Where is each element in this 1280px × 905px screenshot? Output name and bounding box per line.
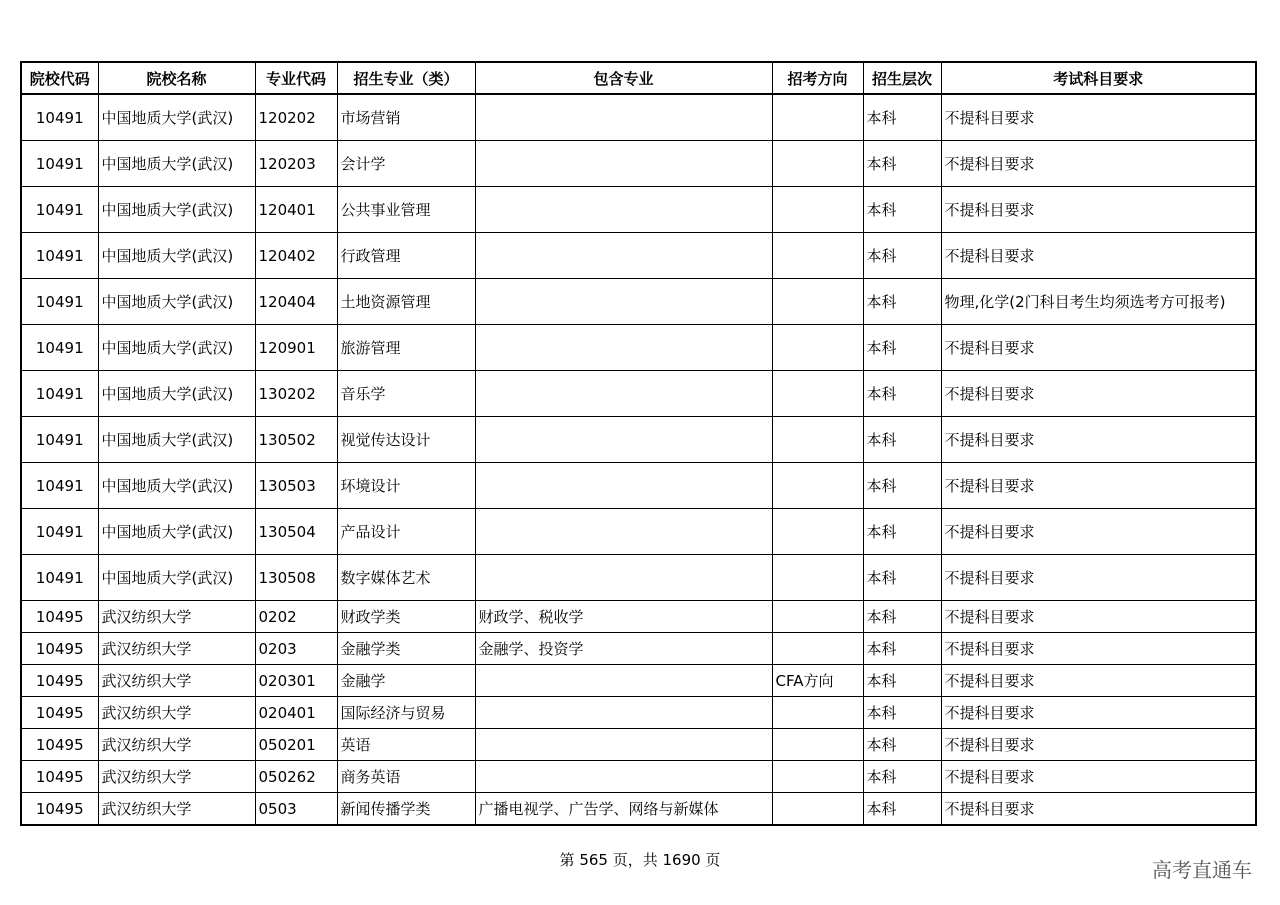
cell-level: 本科	[863, 665, 941, 697]
cell-level: 本科	[863, 325, 941, 371]
cell-subject-requirements: 不提科目要求	[941, 509, 1256, 555]
header-major: 招生专业（类）	[337, 62, 475, 94]
cell-subject-requirements: 不提科目要求	[941, 141, 1256, 187]
table-row	[21, 793, 1256, 826]
cell-major-code: 120404	[255, 279, 337, 325]
cell-major: 国际经济与贸易	[337, 697, 475, 729]
header-school-name: 院校名称	[98, 62, 255, 94]
cell-major-code: 130504	[255, 509, 337, 555]
cell-included-majors: 金融学、投资学	[475, 633, 772, 665]
cell-subject-requirements: 不提科目要求	[941, 371, 1256, 417]
cell-school-name: 中国地质大学(武汉)	[98, 371, 255, 417]
cell-included-majors	[475, 325, 772, 371]
cell-direction	[772, 555, 863, 601]
cell-school-code: 10491	[21, 463, 98, 509]
cell-major: 金融学类	[337, 633, 475, 665]
cell-major: 商务英语	[337, 761, 475, 793]
cell-school-code: 10495	[21, 633, 98, 665]
cell-major-code: 0203	[255, 633, 337, 665]
cell-subject-requirements: 不提科目要求	[941, 793, 1256, 826]
cell-major-code: 0202	[255, 601, 337, 633]
cell-direction	[772, 187, 863, 233]
cell-major-code: 130502	[255, 417, 337, 463]
cell-school-code: 10491	[21, 94, 98, 141]
cell-included-majors: 广播电视学、广告学、网络与新媒体	[475, 793, 772, 826]
cell-major: 环境设计	[337, 463, 475, 509]
cell-direction	[772, 233, 863, 279]
table-row	[21, 729, 1256, 761]
header-included-majors: 包含专业	[475, 62, 772, 94]
cell-level: 本科	[863, 233, 941, 279]
cell-direction	[772, 94, 863, 141]
cell-included-majors	[475, 555, 772, 601]
cell-school-code: 10495	[21, 793, 98, 826]
cell-included-majors: 财政学、税收学	[475, 601, 772, 633]
cell-major: 财政学类	[337, 601, 475, 633]
cell-subject-requirements: 不提科目要求	[941, 761, 1256, 793]
cell-major: 产品设计	[337, 509, 475, 555]
cell-level: 本科	[863, 94, 941, 141]
cell-major-code: 120401	[255, 187, 337, 233]
cell-school-code: 10491	[21, 371, 98, 417]
table-row	[21, 697, 1256, 729]
cell-subject-requirements: 不提科目要求	[941, 325, 1256, 371]
cell-level: 本科	[863, 729, 941, 761]
cell-subject-requirements: 不提科目要求	[941, 555, 1256, 601]
cell-included-majors	[475, 233, 772, 279]
cell-major-code: 020401	[255, 697, 337, 729]
cell-level: 本科	[863, 509, 941, 555]
cell-direction	[772, 509, 863, 555]
cell-major-code: 050262	[255, 761, 337, 793]
table-row	[21, 279, 1256, 325]
cell-school-name: 武汉纺织大学	[98, 697, 255, 729]
watermark-text: 高考直通车	[1152, 858, 1252, 882]
cell-direction	[772, 697, 863, 729]
cell-subject-requirements: 不提科目要求	[941, 417, 1256, 463]
cell-subject-requirements: 不提科目要求	[941, 233, 1256, 279]
cell-major-code: 120901	[255, 325, 337, 371]
cell-school-code: 10495	[21, 697, 98, 729]
cell-school-name: 中国地质大学(武汉)	[98, 509, 255, 555]
cell-major: 旅游管理	[337, 325, 475, 371]
cell-level: 本科	[863, 555, 941, 601]
cell-major: 市场营销	[337, 94, 475, 141]
cell-direction	[772, 279, 863, 325]
table-row	[21, 509, 1256, 555]
cell-direction	[772, 729, 863, 761]
table-row	[21, 665, 1256, 697]
cell-subject-requirements: 不提科目要求	[941, 697, 1256, 729]
table-header-row	[21, 62, 1256, 94]
cell-school-name: 中国地质大学(武汉)	[98, 325, 255, 371]
cell-major-code: 130508	[255, 555, 337, 601]
cell-level: 本科	[863, 279, 941, 325]
cell-major: 新闻传播学类	[337, 793, 475, 826]
cell-major: 会计学	[337, 141, 475, 187]
cell-major: 行政管理	[337, 233, 475, 279]
table-row	[21, 417, 1256, 463]
cell-major-code: 130202	[255, 371, 337, 417]
table-row	[21, 187, 1256, 233]
cell-school-name: 中国地质大学(武汉)	[98, 233, 255, 279]
cell-included-majors	[475, 94, 772, 141]
cell-subject-requirements: 不提科目要求	[941, 729, 1256, 761]
cell-school-name: 武汉纺织大学	[98, 729, 255, 761]
cell-school-code: 10491	[21, 233, 98, 279]
cell-school-name: 中国地质大学(武汉)	[98, 417, 255, 463]
header-level: 招生层次	[863, 62, 941, 94]
cell-major: 金融学	[337, 665, 475, 697]
cell-included-majors	[475, 761, 772, 793]
cell-included-majors	[475, 697, 772, 729]
cell-included-majors	[475, 187, 772, 233]
cell-school-code: 10495	[21, 729, 98, 761]
cell-major: 音乐学	[337, 371, 475, 417]
cell-direction	[772, 417, 863, 463]
cell-subject-requirements: 不提科目要求	[941, 94, 1256, 141]
cell-school-name: 中国地质大学(武汉)	[98, 141, 255, 187]
cell-major-code: 120402	[255, 233, 337, 279]
cell-level: 本科	[863, 761, 941, 793]
cell-subject-requirements: 物理,化学(2门科目考生均须选考方可报考)	[941, 279, 1256, 325]
cell-major: 视觉传达设计	[337, 417, 475, 463]
table-row	[21, 141, 1256, 187]
cell-school-name: 中国地质大学(武汉)	[98, 555, 255, 601]
cell-school-name: 中国地质大学(武汉)	[98, 94, 255, 141]
cell-level: 本科	[863, 187, 941, 233]
cell-school-code: 10491	[21, 141, 98, 187]
cell-major-code: 0503	[255, 793, 337, 826]
table-row	[21, 601, 1256, 633]
cell-subject-requirements: 不提科目要求	[941, 601, 1256, 633]
cell-major: 数字媒体艺术	[337, 555, 475, 601]
cell-direction	[772, 371, 863, 417]
cell-school-name: 武汉纺织大学	[98, 665, 255, 697]
cell-direction	[772, 761, 863, 793]
cell-included-majors	[475, 371, 772, 417]
cell-direction	[772, 601, 863, 633]
cell-major: 英语	[337, 729, 475, 761]
header-direction: 招考方向	[772, 62, 863, 94]
table-body	[21, 94, 1256, 825]
table-row	[21, 371, 1256, 417]
table-row	[21, 463, 1256, 509]
cell-level: 本科	[863, 371, 941, 417]
header-school-code: 院校代码	[21, 62, 98, 94]
table-row	[21, 94, 1256, 141]
cell-direction	[772, 633, 863, 665]
cell-school-name: 武汉纺织大学	[98, 761, 255, 793]
header-major-code: 专业代码	[255, 62, 337, 94]
cell-major-code: 130503	[255, 463, 337, 509]
cell-school-name: 中国地质大学(武汉)	[98, 279, 255, 325]
table-row	[21, 633, 1256, 665]
cell-school-code: 10491	[21, 279, 98, 325]
table-row	[21, 233, 1256, 279]
cell-school-name: 武汉纺织大学	[98, 601, 255, 633]
cell-included-majors	[475, 509, 772, 555]
admissions-table	[20, 61, 1257, 826]
cell-direction	[772, 141, 863, 187]
cell-school-name: 武汉纺织大学	[98, 793, 255, 826]
cell-major-code: 120203	[255, 141, 337, 187]
cell-school-code: 10491	[21, 187, 98, 233]
cell-included-majors	[475, 417, 772, 463]
cell-major-code: 050201	[255, 729, 337, 761]
cell-school-name: 中国地质大学(武汉)	[98, 463, 255, 509]
cell-school-code: 10491	[21, 509, 98, 555]
cell-level: 本科	[863, 141, 941, 187]
cell-major-code: 020301	[255, 665, 337, 697]
cell-included-majors	[475, 463, 772, 509]
cell-school-code: 10491	[21, 325, 98, 371]
cell-level: 本科	[863, 463, 941, 509]
cell-direction	[772, 325, 863, 371]
page-number: 第 565 页，共 1690 页	[559, 851, 721, 869]
cell-subject-requirements: 不提科目要求	[941, 187, 1256, 233]
cell-school-name: 武汉纺织大学	[98, 633, 255, 665]
cell-major: 土地资源管理	[337, 279, 475, 325]
cell-level: 本科	[863, 417, 941, 463]
cell-school-code: 10495	[21, 761, 98, 793]
cell-subject-requirements: 不提科目要求	[941, 463, 1256, 509]
cell-included-majors	[475, 665, 772, 697]
cell-school-code: 10491	[21, 417, 98, 463]
table-row	[21, 555, 1256, 601]
cell-included-majors	[475, 279, 772, 325]
cell-level: 本科	[863, 697, 941, 729]
cell-level: 本科	[863, 633, 941, 665]
header-subject-requirements: 考试科目要求	[941, 62, 1256, 94]
cell-direction: CFA方向	[772, 665, 863, 697]
cell-direction	[772, 793, 863, 826]
cell-level: 本科	[863, 601, 941, 633]
cell-major-code: 120202	[255, 94, 337, 141]
cell-included-majors	[475, 141, 772, 187]
table-row	[21, 325, 1256, 371]
cell-subject-requirements: 不提科目要求	[941, 665, 1256, 697]
cell-direction	[772, 463, 863, 509]
cell-school-code: 10495	[21, 665, 98, 697]
table-row	[21, 761, 1256, 793]
cell-school-code: 10495	[21, 601, 98, 633]
cell-major: 公共事业管理	[337, 187, 475, 233]
cell-school-code: 10491	[21, 555, 98, 601]
cell-level: 本科	[863, 793, 941, 826]
cell-subject-requirements: 不提科目要求	[941, 633, 1256, 665]
cell-included-majors	[475, 729, 772, 761]
cell-school-name: 中国地质大学(武汉)	[98, 187, 255, 233]
